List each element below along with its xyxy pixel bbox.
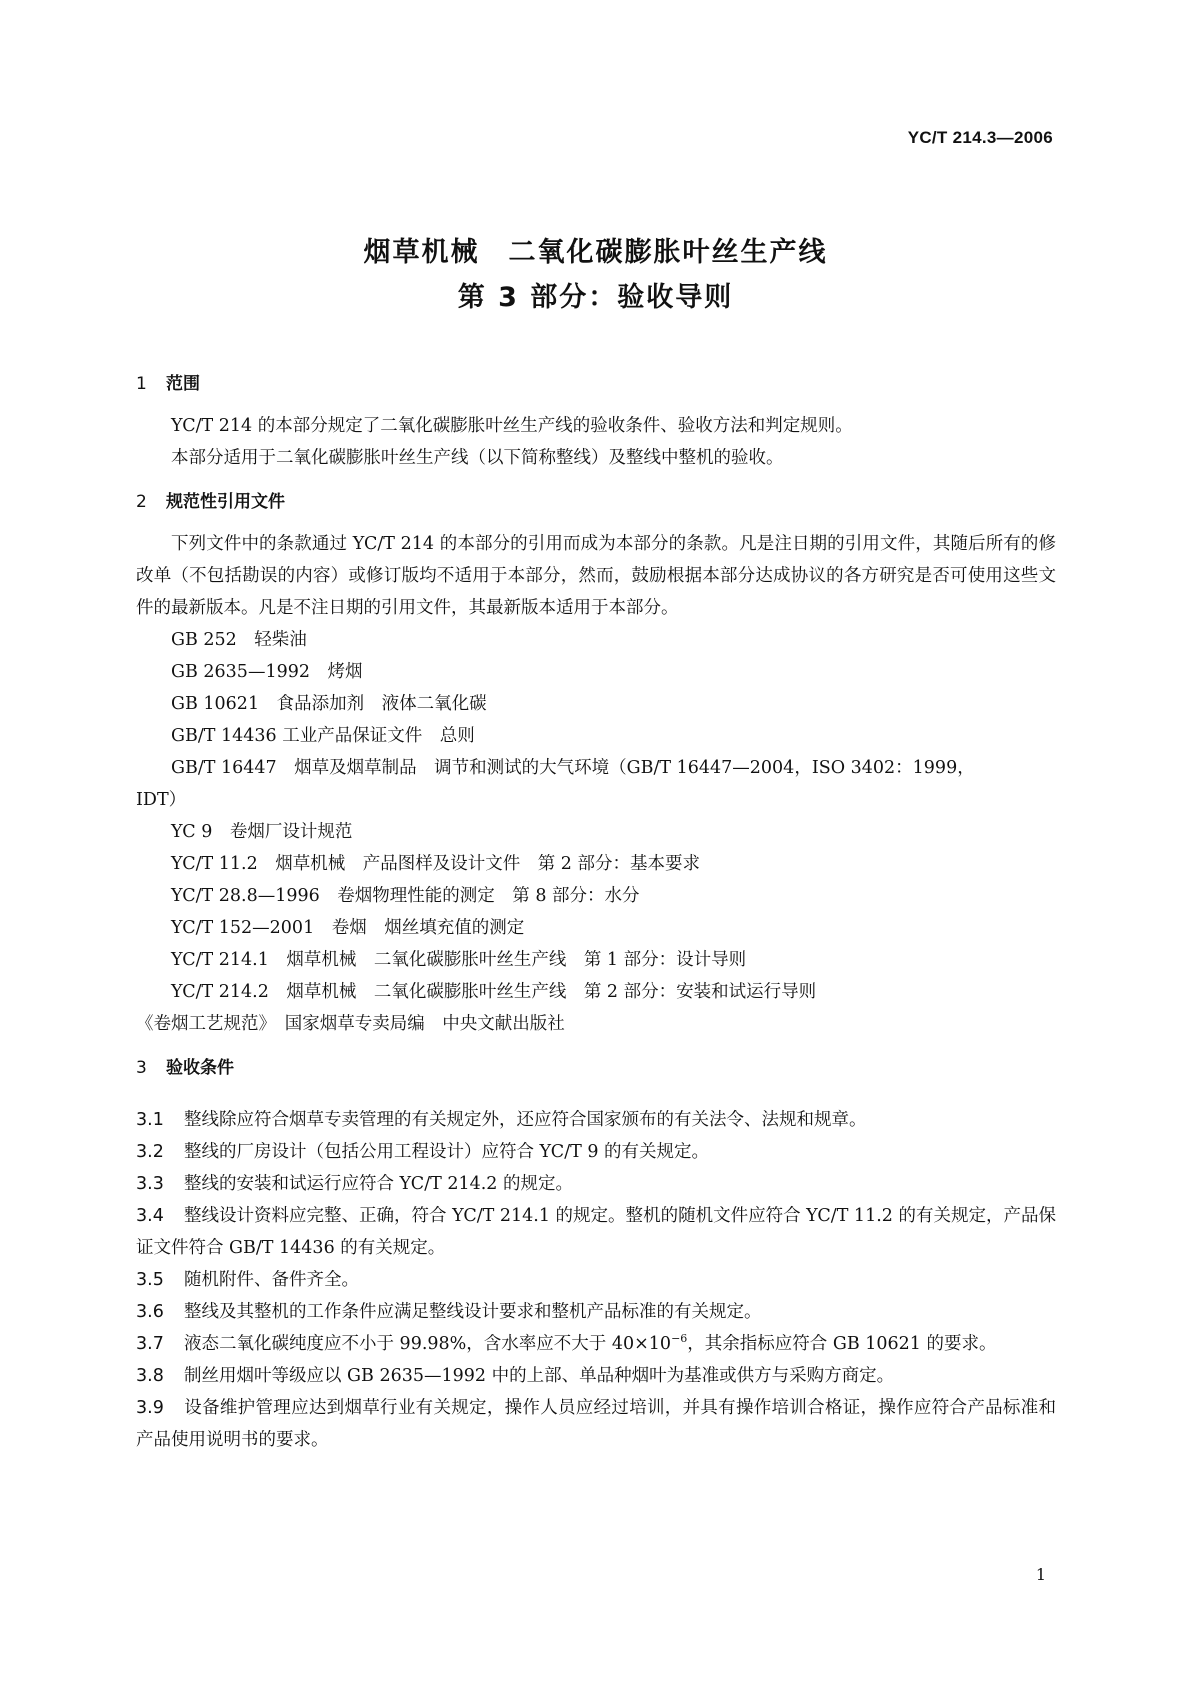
clause-number: 3.2 [136, 1142, 164, 1162]
clause-number: 3.8 [136, 1366, 164, 1386]
reference-item: YC/T 214.1 烟草机械 二氧化碳膨胀叶丝生产线 第 1 部分：设计导则 [171, 950, 747, 970]
paragraph: 下列文件中的条款通过 YC/T 214 的本部分的引用而成为本部分的条款。凡是注日期的引用文件，其随后所有的修改单（不包括勘误的内容）或修订版均不适用于本部分，然而，鼓励根据本部分达成协议的各方研究是否可使用这些文件的最新版本。凡是不注日期的引用文件，其最新版本适用于本部分。 [136, 534, 1056, 618]
clause [136, 1328, 1056, 1360]
section-scope [136, 370, 1056, 474]
clause [136, 1264, 1056, 1296]
document-title-line2: 第 3 部分：验收导则 [457, 282, 734, 313]
paragraph: 本部分适用于二氧化碳膨胀叶丝生产线（以下简称整线）及整线中整机的验收。 [171, 448, 784, 468]
section-heading [136, 370, 1056, 398]
paragraph: YC/T 214 的本部分规定了二氧化碳膨胀叶丝生产线的验收条件、验收方法和判定规则。 [171, 416, 853, 436]
clause [136, 1360, 1056, 1392]
clause [136, 1136, 1056, 1168]
reference-item: GB/T 16447 烟草及烟草制品 调节和测试的大气环境（GB/T 16447—2004，ISO 3402：1999， [171, 758, 975, 778]
section-number: 3 [136, 1058, 147, 1078]
clause-text: 整线的厂房设计（包括公用工程设计）应符合 YC/T 9 的有关规定。 [184, 1142, 710, 1162]
reference-item: YC/T 28.8—1996 卷烟物理性能的测定 第 8 部分：水分 [171, 886, 640, 906]
reference-item: GB 252 轻柴油 [171, 630, 307, 650]
clause [136, 1392, 1056, 1456]
section-title: 范围 [166, 374, 200, 394]
section-heading [136, 1054, 1056, 1082]
reference-item: IDT） [136, 790, 187, 810]
clause-number: 3.9 [136, 1398, 164, 1418]
clause [136, 1168, 1056, 1200]
clause-number: 3.3 [136, 1174, 164, 1194]
clause-number: 3.6 [136, 1302, 164, 1322]
page-number: 1 [1035, 1565, 1046, 1584]
reference-item: YC/T 214.2 烟草机械 二氧化碳膨胀叶丝生产线 第 2 部分：安装和试运行导则 [171, 982, 817, 1002]
section-number: 1 [136, 374, 147, 394]
clause-number: 3.5 [136, 1270, 164, 1290]
clause [136, 1104, 1056, 1136]
clause-text: 整线设计资料应完整、正确，符合 YC/T 214.1 的规定。整机的随机文件应符合 YC/T 11.2 的有关规定，产品保证文件符合 GB/T 14436 的有关规定。 [136, 1206, 1056, 1258]
clause-text: 设备维护管理应达到烟草行业有关规定，操作人员应经过培训，并具有操作培训合格证，操作应符合产品标准和产品使用说明书的要求。 [136, 1398, 1056, 1450]
clause-text-before: 液态二氧化碳纯度应不小于 99.98%，含水率应不大于 40×10 [184, 1334, 672, 1354]
document-body [136, 370, 1056, 1456]
document-title-line1: 烟草机械 二氧化碳膨胀叶丝生产线 [363, 237, 828, 268]
section-number: 2 [136, 492, 147, 512]
clause [136, 1296, 1056, 1328]
reference-item: GB 2635—1992 烤烟 [171, 662, 363, 682]
section-heading [136, 488, 1056, 516]
section-title: 验收条件 [166, 1058, 234, 1078]
clause-text: 整线的安装和试运行应符合 YC/T 214.2 的规定。 [184, 1174, 573, 1194]
reference-item: YC 9 卷烟厂设计规范 [171, 822, 353, 842]
standard-number: YC/T 214.3—2006 [907, 128, 1053, 147]
clause-text: 整线及其整机的工作条件应满足整线设计要求和整机产品标准的有关规定。 [184, 1302, 762, 1322]
reference-item: YC/T 152—2001 卷烟 烟丝填充值的测定 [171, 918, 525, 938]
clause-text: 随机附件、备件齐全。 [184, 1270, 359, 1290]
section-title: 规范性引用文件 [166, 492, 285, 512]
clause-number: 3.7 [136, 1334, 164, 1354]
section-acceptance-conditions [136, 1054, 1056, 1456]
clause-number: 3.4 [136, 1206, 164, 1226]
clause-text: 整线除应符合烟草专卖管理的有关规定外，还应符合国家颁布的有关法令、法规和规章。 [184, 1110, 867, 1130]
reference-item: GB/T 14436 工业产品保证文件 总则 [171, 726, 475, 746]
exponent: −6 [671, 1332, 688, 1346]
section-normative-references [136, 488, 1056, 1040]
reference-item: 《卷烟工艺规范》 国家烟草专卖局编 中央文献出版社 [136, 1014, 565, 1034]
reference-item: GB 10621 食品添加剂 液体二氧化碳 [171, 694, 487, 714]
reference-item: YC/T 11.2 烟草机械 产品图样及设计文件 第 2 部分：基本要求 [171, 854, 700, 874]
clause [136, 1200, 1056, 1264]
clause-text-after: ，其余指标应符合 GB 10621 的要求。 [687, 1334, 997, 1354]
clause-text: 制丝用烟叶等级应以 GB 2635—1992 中的上部、单品种烟叶为基准或供方与采购方商定。 [184, 1366, 895, 1386]
clause-number: 3.1 [136, 1110, 164, 1130]
